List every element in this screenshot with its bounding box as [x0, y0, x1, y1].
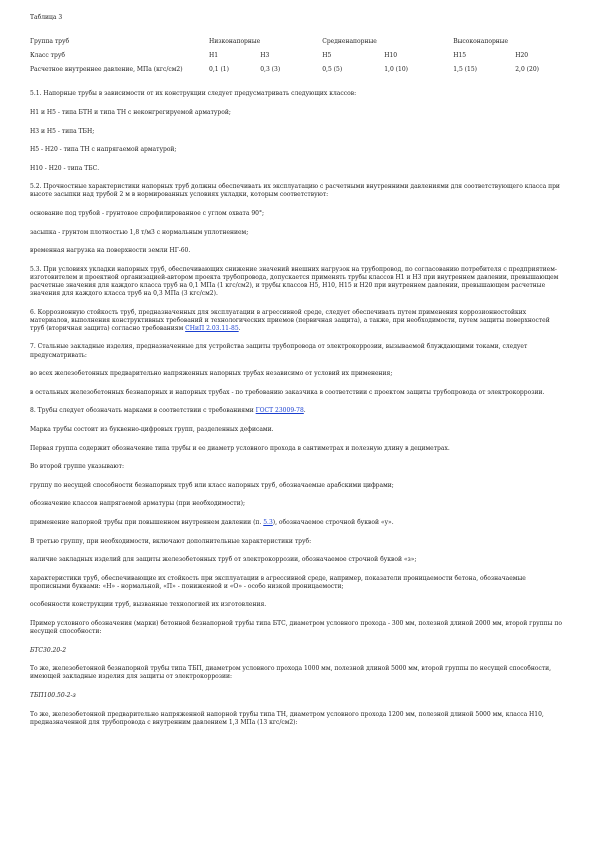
paragraph — [30, 309, 565, 333]
table-cell: 2,0 (20) — [515, 66, 539, 74]
paragraph: Во второй группе указывают: — [30, 463, 124, 471]
paragraph: засыпка - грунтом плотностью 1,8 т/м3 с нормальным уплотнением; — [30, 228, 249, 236]
paragraph: 7. Стальные закладные изделия, предназначенные для устройства защиты трубопровода от электрокоррозии, вызываемой блуждающими токами, следует предусматривать: — [30, 343, 528, 359]
table-cell: 1,0 (10) — [384, 66, 408, 74]
pipe-class-table — [30, 38, 560, 80]
table-cell: 0,5 (5) — [322, 66, 343, 74]
table-row — [30, 38, 560, 52]
paragraph-text: . — [303, 407, 306, 415]
paragraph: 5.1. Напорные трубы в зависимости от их конструкции следует предусматривать следующих классов: — [30, 90, 357, 98]
table-cell — [384, 38, 453, 52]
example-designation: БТС30.20-2 — [30, 646, 67, 654]
paragraph: Пример условного обозначения (марки) бетонной безнапорной трубы типа БТС, диаметром условного прохода - 300 мм, полезной длиной 2000 мм, второй группы по несущей способности: — [30, 619, 562, 636]
paragraph: Н5 - Н20 - типа ТН с напрягаемой арматурой; — [30, 146, 177, 154]
paragraph: основание под трубой - грунтовое спрофилированное с углом охвата 90°; — [30, 210, 265, 218]
example-designation: ТБП100.50-2-з — [30, 691, 76, 699]
table-cell: Н1 — [209, 52, 219, 60]
paragraph-text: 6. Коррозионную стойкость труб, предназначенных для эксплуатации в агрессивной среде, следует обеспечивать путем применения коррозионностойких материалов, выполнения конструктивных требований и технологических приемов (первичная защита), а также, при необходимости, путем защиты поверхностей труб (вторичная защита) согласно требованиям — [30, 308, 550, 332]
row-header-cell: Группа труб — [30, 38, 70, 46]
paragraph: наличие закладных изделий для защиты железобетонных труб от электрокоррозии, обозначаемое строчной буквой «з»; — [30, 556, 417, 564]
document-page — [30, 14, 565, 737]
paragraph: в остальных железобетонных безнапорных и напорных трубах - по требованию заказчика в соответствии с проектом защиты трубопровода от электрокоррозии. — [30, 388, 545, 396]
table-cell: 0,3 (3) — [260, 66, 281, 74]
paragraph: обозначение классов напрягаемой арматуры (при необходимости); — [30, 500, 245, 508]
paragraph: Н10 - Н20 - типа ТБС. — [30, 164, 100, 172]
paragraph: То же, железобетонной безнапорной трубы типа ТБП, диаметром условного прохода 1000 мм, полезной длиной 5000 мм, второй группы по несущей способности, имеющей закладные изделия для защиты от электрокоррозии: — [30, 665, 552, 681]
table-row — [30, 52, 560, 66]
paragraph: Марка трубы состоит из буквенно-цифровых групп, разделенных дефисами. — [30, 425, 274, 433]
table-cell: 1,5 (15) — [453, 66, 477, 74]
table-cell: Высоконапорные — [453, 38, 509, 46]
paragraph: во всех железобетонных предварительно напряженных напорных трубах независимо от условий их применения; — [30, 370, 393, 378]
paragraph: Н1 и Н5 - типа БТН и типа ТН с неконгрегируемой арматурой; — [30, 108, 231, 116]
paragraph: Н3 и Н5 - типа ТБН; — [30, 127, 95, 135]
paragraph: В третью группу, при необходимости, включают дополнительные характеристики труб: — [30, 537, 312, 545]
clause-5-3-link[interactable]: 5.3 — [263, 518, 273, 526]
paragraph: 5.2. Прочностные характеристики напорных труб должны обеспечивать их эксплуатацию с расчетными внутренними давлениями для соответствующего класса при высоте засыпки над трубой 2 м в нормированных условиях укладки, которым соответствуют: — [30, 183, 560, 199]
table-cell: Низконапорные — [209, 38, 261, 46]
paragraph: То же, железобетонной предварительно напряженной напорной трубы типа ТН, диаметром условного прохода 1200 мм, полезной длиной 5000 мм, класса Н10, предназначенной для трубопровода с внутренним давлением 1,3 МПа (13 кгс/см2): — [30, 710, 544, 726]
table-title: Таблица 3 — [30, 14, 63, 21]
paragraph: временная нагрузка на поверхности земли НГ-60. — [30, 247, 191, 255]
table-cell: Н5 — [322, 52, 332, 60]
paragraph: группу по несущей способности безнапорных труб или класс напорных труб, обозначаемые арабскими цифрами; — [30, 481, 394, 489]
table-cell: Н20 — [515, 52, 529, 60]
row-header-cell: Расчетное внутреннее давление, МПа (кгс/см2) — [30, 66, 183, 74]
paragraph: особенности конструкции труб, вызванные технологией их изготовления. — [30, 601, 267, 609]
table-row — [30, 66, 560, 80]
table-cell: Н15 — [453, 52, 467, 60]
table-cell: 0,1 (1) — [209, 66, 229, 74]
table-cell — [260, 38, 322, 52]
paragraph: характеристики труб, обеспечивающие их стойкость при эксплуатации в агрессивной среде, например, показатели проницаемости бетона, обозначаемые прописными буквами: «Н» - нормальной, «П» - пониженной и «О» - особо низкой проницаемости; — [30, 574, 526, 590]
table-cell: Средненапорные — [322, 38, 377, 46]
row-header-cell: Класс труб — [30, 52, 65, 60]
paragraph-text: 8. Трубы следует обозначать марками в соответствии с требованиями — [30, 407, 256, 415]
table-cell — [515, 38, 560, 52]
paragraph-text: применение напорной трубы при повышенном внутреннем давлении (п. — [30, 518, 264, 526]
paragraph — [30, 519, 565, 527]
paragraph: Первая группа содержит обозначение типа трубы и ее диаметр условного прохода в сантиметрах и полезную длину в дециметрах. — [30, 444, 450, 452]
table-cell: Н10 — [384, 52, 398, 60]
paragraph: 5.3. При условиях укладки напорных труб, обеспечивающих снижение значений внешних нагрузок на трубопровод, по согласованию потребителя с предприятием-изготовителем и проектной организацией-автором проекта трубопровода, допускается применять трубы классов Н1 и Н3 при внутреннем давлении, превышающем расчетные значения для каждого класса труб на 0,1 МПа (1 кгс/см2), и трубы классов Н5, Н10, Н15 и Н20 при внутреннем давлении, превышающем расчетные значения для каждого класса труб на 0,3 МПа (3 кгс/см2). — [30, 265, 559, 298]
paragraph-text: . — [238, 324, 241, 332]
paragraph — [30, 407, 565, 415]
table-cell: Н3 — [260, 52, 270, 60]
snip-link[interactable]: СНиП 2.03.11-85 — [185, 324, 239, 332]
paragraph-text: ), обозначаемое строчной буквой «у». — [272, 518, 394, 526]
gost-link[interactable]: ГОСТ 23009-78 — [255, 407, 304, 415]
